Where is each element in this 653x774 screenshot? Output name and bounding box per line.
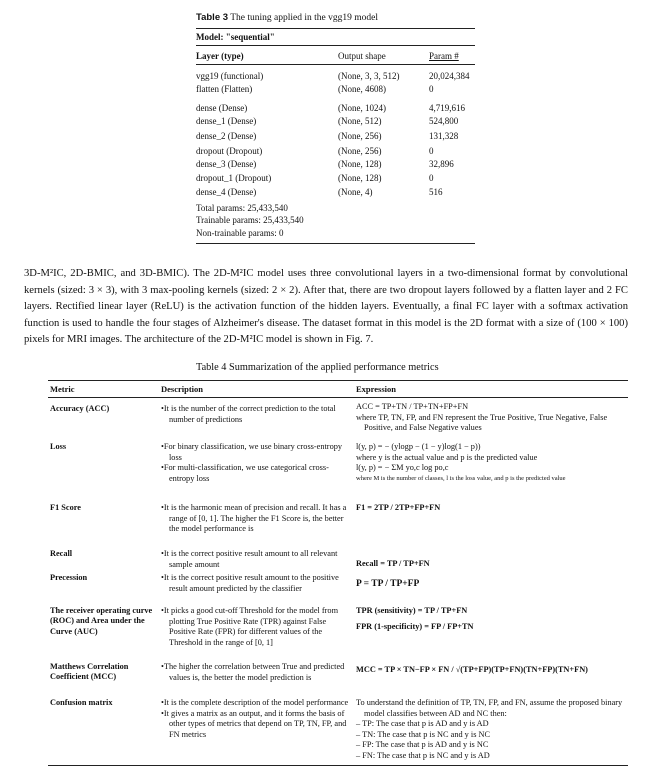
desc-line: •For binary classification, we use binary cross-entropy loss bbox=[161, 442, 343, 462]
expr-line: where TP, TN, FP, and FN represent the True Positive, True Negative, False Positive, and False Negative values bbox=[356, 412, 608, 433]
expr-line: – TP: The case that p is AD and y is AD bbox=[356, 719, 489, 729]
param-count: 524,800 bbox=[429, 116, 459, 126]
param-count: 32,896 bbox=[429, 159, 454, 169]
layer-name: dense (Dense) bbox=[196, 103, 248, 113]
expr-line: where y is the actual value and p is the predicted value bbox=[356, 452, 538, 462]
layer-name: vgg19 (functional) bbox=[196, 71, 264, 81]
output-shape: (None, 1024) bbox=[338, 103, 386, 113]
non-trainable-params-text: Non-trainable params: 0 bbox=[196, 228, 284, 238]
output-shape: (None, 3, 3, 512) bbox=[338, 71, 400, 81]
layer-name: dense_4 (Dense) bbox=[196, 187, 257, 197]
table3-model-line: Model: "sequential" bbox=[196, 32, 275, 42]
expr-loss bbox=[356, 442, 626, 484]
metric-f1: F1 Score bbox=[50, 503, 81, 512]
table-row bbox=[196, 70, 476, 82]
layer-name: dense_3 (Dense) bbox=[196, 159, 257, 169]
metric-recall: Recall bbox=[50, 549, 73, 558]
table3-label: Table 3 bbox=[196, 12, 229, 23]
table4-title: Table 4 Summarization of the applied performance metrics bbox=[196, 362, 439, 373]
desc-roc-auc bbox=[161, 606, 351, 648]
expr-precession: P = TP / TP+FP bbox=[356, 579, 420, 589]
param-count: 516 bbox=[429, 187, 443, 197]
output-shape: (None, 128) bbox=[338, 173, 382, 183]
desc-line: •It is the correct positive result amount to all relevant sample amount bbox=[161, 549, 338, 569]
total-params bbox=[196, 202, 476, 214]
output-shape: (None, 256) bbox=[338, 146, 382, 156]
table3-top-rule bbox=[196, 28, 475, 29]
expr-formula: l(y, p) = − ΣM yo,c log po,c bbox=[356, 463, 449, 473]
table3-caption: The tuning applied in the vgg19 model bbox=[230, 13, 379, 23]
total-params-text: Total params: 25,433,540 bbox=[196, 203, 288, 213]
output-shape: (None, 256) bbox=[338, 131, 382, 141]
expr-line: – FN: The case that p is NC and y is AD bbox=[356, 750, 490, 760]
table-row bbox=[196, 145, 476, 157]
table-row bbox=[196, 115, 476, 127]
output-shape: (None, 128) bbox=[338, 159, 382, 169]
table3-header-row bbox=[196, 50, 476, 62]
desc-f1 bbox=[161, 503, 351, 535]
desc-line: •It gives a matrix as an output, and it forms the basis of other types of metrics that depend on TP, TN, FP, and FN metrics bbox=[161, 708, 347, 739]
table4-top-rule bbox=[48, 380, 628, 381]
desc-mcc bbox=[161, 662, 351, 683]
table4-header-metric: Metric bbox=[50, 384, 75, 394]
expr-f1: F1 = 2TP / 2TP+FP+FN bbox=[356, 503, 441, 512]
table-row bbox=[196, 186, 476, 198]
layer-name: dense_1 (Dense) bbox=[196, 116, 257, 126]
expr-roc-auc bbox=[356, 606, 626, 632]
expr-accuracy bbox=[356, 402, 626, 434]
table4-header-expression: Expression bbox=[356, 384, 396, 394]
table4-header-description: Description bbox=[161, 384, 204, 394]
param-count: 20,024,384 bbox=[429, 71, 470, 81]
table-row bbox=[196, 83, 476, 95]
desc-precession bbox=[161, 573, 351, 594]
desc-recall bbox=[161, 549, 351, 570]
expr-mcc: MCC = TP × TN−FP × FN / √(TP+FP)(TP+FN)(TN+FP)(TN+FN) bbox=[356, 665, 588, 674]
metric-accuracy: Accuracy (ACC) bbox=[50, 404, 110, 413]
param-count: 131,328 bbox=[429, 131, 459, 141]
table3-bottom-rule bbox=[196, 243, 475, 244]
metric-loss: Loss bbox=[50, 442, 67, 451]
metric-confusion-matrix: Confusion matrix bbox=[50, 698, 113, 707]
desc-line: •It picks a good cut-off Threshold for the model from plotting True Positive Rate (TPR) against False Positive Rate (FPR) for different values of the Threshold in the range of [0, 1] bbox=[161, 606, 339, 647]
metric-mcc: Matthews Correlation Coefficient (MCC) bbox=[50, 662, 129, 682]
desc-line: •It is the number of the correct prediction to the total number of predictions bbox=[161, 404, 336, 424]
table3-header-layer: Layer (type) bbox=[196, 51, 244, 61]
expr-formula: l(y, p) = − (ylogp − (1 − y)log(1 − p)) bbox=[356, 442, 481, 451]
layer-name: dropout_1 (Dropout) bbox=[196, 173, 272, 183]
table3-rule bbox=[196, 45, 475, 46]
desc-loss bbox=[161, 442, 351, 484]
table-row bbox=[196, 158, 476, 170]
expr-line: To understand the definition of TP, TN, FP, and FN, assume the proposed binary model classifies between AD and NC then: bbox=[356, 698, 623, 718]
table-row bbox=[196, 172, 476, 184]
expr-line: – TN: The case that p is NC and y is NC bbox=[356, 729, 491, 739]
param-count: 0 bbox=[429, 84, 434, 94]
metric-precession: Precession bbox=[50, 573, 88, 582]
expr-formula: ACC = TP+TN / TP+TN+FP+FN bbox=[356, 402, 469, 411]
table4-bottom-rule bbox=[48, 765, 628, 766]
table3-header-rule bbox=[196, 64, 475, 65]
table3-header-param: Param # bbox=[429, 51, 459, 61]
expr-recall: Recall = TP / TP+FN bbox=[356, 559, 430, 568]
body-paragraph: 3D-M²IC, 2D-BMIC, and 3D-BMIC). The 2D-M²IC model uses three convolutional layers in a two-dimensional format by convolutional kernels (sized: 3 × 3), with 3 max-pooling kernels (sized: 2 × 2). After that, there are two dropout layers followed by a flatten layer and 2 FC layers. Rectified linear layer (ReLU) is the activation function of the hidden layers. Eventually, a final FC layer with a softmax activation function is used to handle the four stages of Alzheimer's disease. The dataset format in this model is the 2D format with a size of (100 × 100) pixels for MRI images. The architecture of the 2D-M²IC model is shown in Fig. 7. bbox=[24, 268, 628, 346]
non-trainable-params bbox=[196, 227, 476, 239]
layer-name: dropout (Dropout) bbox=[196, 146, 263, 156]
desc-line: •It is the correct positive result amount to the positive result amount predicted by the classifier bbox=[161, 573, 339, 593]
output-shape: (None, 512) bbox=[338, 116, 382, 126]
desc-line: •It is the complete description of the model performance bbox=[161, 698, 349, 707]
metric-roc-auc: The receiver operating curve (ROC) and Area under the Curve (AUC) bbox=[50, 606, 153, 636]
output-shape: (None, 4608) bbox=[338, 84, 386, 94]
trainable-params-text: Trainable params: 25,433,540 bbox=[196, 215, 304, 225]
table3-title bbox=[196, 12, 378, 23]
table-row bbox=[196, 102, 476, 114]
desc-line: •It is the harmonic mean of precision and recall. It has a range of [0, 1]. The higher the F1 Score is, the better the model performance is bbox=[161, 503, 347, 534]
expr-line: – FP: The case that p is AD and y is NC bbox=[356, 740, 489, 750]
table3-header-output: Output shape bbox=[338, 51, 386, 61]
desc-line: •The higher the correlation between True and predicted values is, the better the model prediction is bbox=[161, 662, 345, 682]
expr-tpr: TPR (sensitivity) = TP / TP+FN bbox=[356, 606, 468, 615]
layer-name: flatten (Flatten) bbox=[196, 84, 253, 94]
desc-accuracy bbox=[161, 404, 351, 425]
table-row bbox=[196, 130, 476, 142]
expr-confusion-matrix bbox=[356, 698, 626, 762]
param-count: 0 bbox=[429, 173, 434, 183]
layer-name: dense_2 (Dense) bbox=[196, 131, 257, 141]
trainable-params bbox=[196, 214, 476, 226]
desc-confusion-matrix bbox=[161, 698, 359, 740]
expr-line: where M is the number of classes, l is the loss value, and p is the predicted value bbox=[356, 474, 566, 482]
param-count: 0 bbox=[429, 146, 434, 156]
table4-header-rule bbox=[48, 397, 628, 398]
param-count: 4,719,616 bbox=[429, 103, 465, 113]
expr-fpr: FPR (1-specificity) = FP / FP+TN bbox=[356, 621, 474, 631]
desc-line: •For multi-classification, we use categorical cross-entropy loss bbox=[161, 463, 329, 483]
output-shape: (None, 4) bbox=[338, 187, 373, 197]
